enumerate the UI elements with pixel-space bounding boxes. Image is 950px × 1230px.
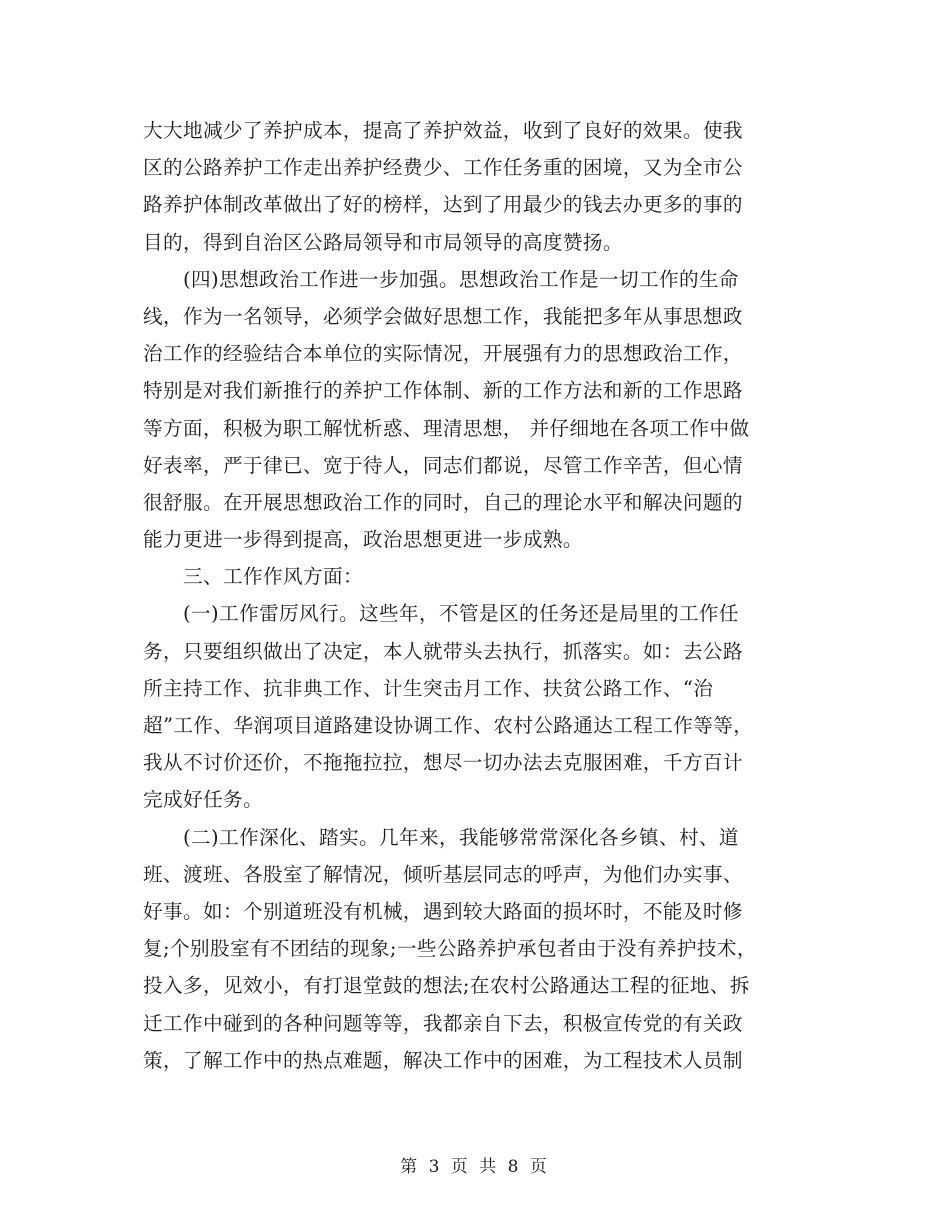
text-line: (二)工作深化、踏实。几年来，我能够常常深化各乡镇、村、道 <box>183 825 739 849</box>
text-line: 好事。如：个别道班没有机械，遇到较大路面的损坏时，不能及时修 <box>143 899 743 923</box>
text-line: 所主持工作、抗非典工作、计生突击月工作、扶贫公路工作、“治 <box>143 676 714 700</box>
text-line: 班、渡班、各股室了解情况，倾听基层同志的呼声，为他们办实事、 <box>143 862 743 886</box>
text-line: 等方面，积极为职工解忧析惑、理清思想， 并仔细地在各项工作中做 <box>143 416 750 440</box>
text-line: 大大地减少了养护成本，提高了养护效益，收到了良好的效果。使我 <box>143 119 743 142</box>
text-line: 区的公路养护工作走出养护经费少、工作任务重的困境，又为全市公 <box>143 156 743 180</box>
text-line: 特别是对我们新推行的养护工作体制、新的工作方法和新的工作思路 <box>143 379 743 403</box>
text-line: 线，作为一名领导，必须学会做好思想工作，我能把多年从事思想政 <box>143 304 743 328</box>
page-number-footer: 第 3 页 共 8 页 <box>400 1157 550 1177</box>
text-line: 投入多，见效小，有打退堂鼓的想法;在农村公路通达工程的征地、拆 <box>143 974 750 998</box>
text-line: 能力更进一步得到提高，政治思想更进一步成熟。 <box>143 528 583 552</box>
text-line: 目的，得到自治区公路局领导和市局领导的高度赞扬。 <box>143 230 623 254</box>
text-line: 很舒服。在开展思想政治工作的同时，自己的理论水平和解决问题的 <box>143 490 743 514</box>
text-line: 迁工作中碰到的各种问题等等，我都亲自下去，积极宣传党的有关政 <box>143 1011 743 1035</box>
text-line: 我从不讨价还价，不拖拖拉拉，想尽一切办法去克服困难，千方百计 <box>143 751 743 775</box>
text-line: 复;个别股室有不团结的现象;一些公路养护承包者由于没有养护技术， <box>143 937 757 961</box>
text-line: (一)工作雷厉风行。这些年，不管是区的任务还是局里的工作任 <box>183 602 739 626</box>
body-text <box>143 112 807 1079</box>
text-line: 超”工作、华润项目道路建设协调工作、农村公路通达工程工作等等， <box>143 714 754 737</box>
text-line: 路养护体制改革做出了好的榜样，达到了用最少的钱去办更多的事的 <box>143 193 743 217</box>
text-line: 完成好任务。 <box>143 788 263 812</box>
text-line: 好表率，严于律已、宽于待人，同志们都说，尽管工作辛苦，但心情 <box>143 453 743 477</box>
text-line: 治工作的经验结合本单位的实际情况，开展强有力的思想政治工作， <box>143 342 743 366</box>
text-line: (四)思想政治工作进一步加强。思想政治工作是一切工作的生命 <box>183 267 739 291</box>
text-line: 务，只要组织做出了决定，本人就带头去执行，抓落实。如：去公路 <box>143 639 743 663</box>
text-line: 三、工作作风方面： <box>183 565 363 589</box>
text-line: 策，了解工作中的热点难题，解决工作中的困难，为工程技术人员制 <box>143 1048 743 1072</box>
